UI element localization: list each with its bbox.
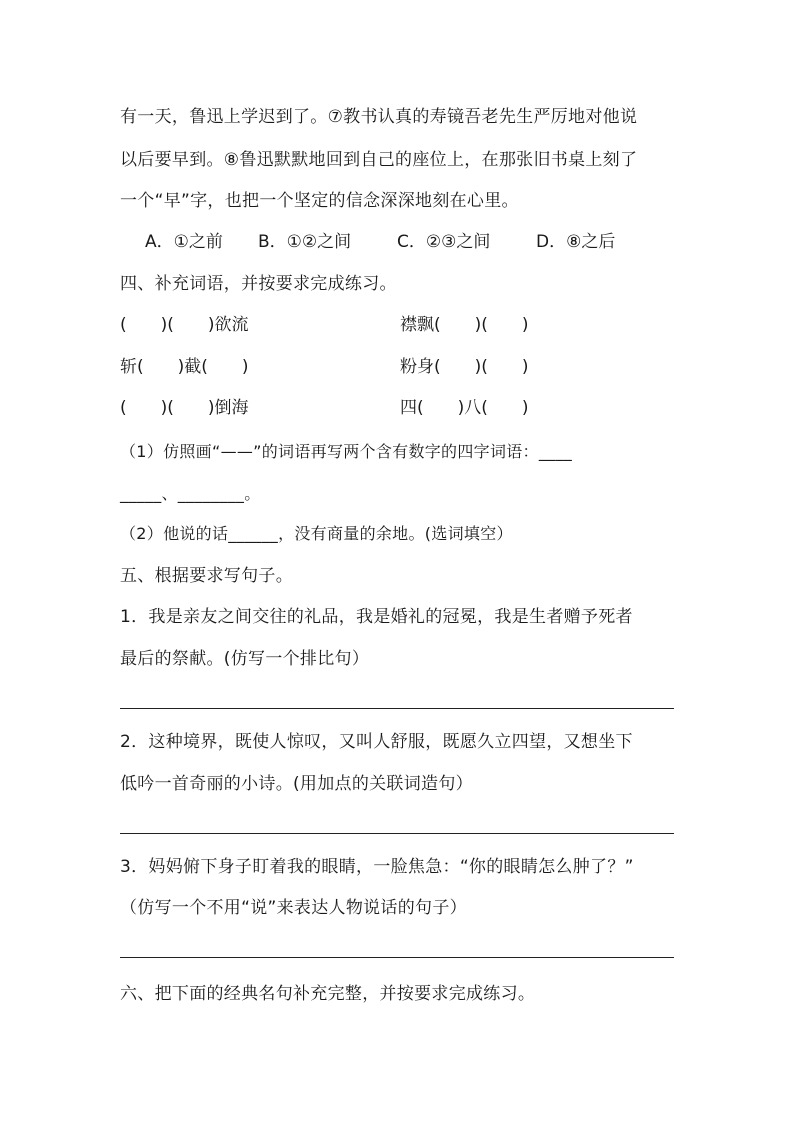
- passage-line-3: 一个“早”字，也把一个坚定的信念深深地刻在心里。: [120, 191, 519, 211]
- option-d: D．⑧之后: [536, 232, 616, 252]
- option-a: A．①之前: [145, 232, 223, 252]
- section-4-question-1-line-2: _____、________。: [120, 484, 261, 503]
- option-b: B．①②之间: [258, 232, 352, 252]
- sentence-3-line-1: 3．妈妈俯下身子盯着我的眼睛，一脸焦急：“你的眼睛怎么肿了？”: [120, 857, 634, 877]
- section-4-title: 四、补充词语，并按要求完成练习。: [120, 274, 397, 294]
- answer-line-3[interactable]: [120, 957, 674, 958]
- section-4-question-1-line-1: （1）仿照画“——”的词语再写两个含有数字的四字词语：____: [120, 442, 573, 461]
- answer-line-2[interactable]: [120, 833, 674, 834]
- section-5-title: 五、根据要求写句子。: [120, 566, 293, 586]
- sentence-1-line-1: 1．我是亲友之间交往的礼品，我是婚礼的冠冕，我是生者赠予死者: [120, 607, 633, 627]
- sentence-3-line-2: （仿写一个不用“说”来表达人物说话的句子）: [120, 898, 467, 918]
- idiom-3-right: 四( )八( ): [400, 398, 529, 418]
- answer-line-1[interactable]: [120, 708, 674, 709]
- sentence-1-line-2: 最后的祭献。(仿写一个排比句）: [120, 649, 370, 669]
- sentence-2-line-2: 低吟一首奇丽的小诗。(用加点的关联词造句）: [120, 774, 473, 794]
- idiom-2-right: 粉身( )( ): [400, 357, 529, 377]
- idiom-1-right: 襟飘( )( ): [400, 315, 529, 335]
- idiom-2-left: 斩( )截( ): [120, 357, 249, 377]
- section-6-title: 六、把下面的经典名句补充完整，并按要求完成练习。: [120, 984, 536, 1004]
- idiom-3-left: ( )( )倒海: [120, 398, 249, 418]
- passage-line-2: 以后要早到。⑧鲁迅默默地回到自己的座位上，在那张旧书桌上刻了: [120, 150, 638, 170]
- sentence-2-line-1: 2．这种境界，既使人惊叹，又叫人舒服，既愿久立四望，又想坐下: [120, 732, 633, 752]
- section-4-question-2: （2）他说的话______，没有商量的余地。(选词填空）: [120, 524, 513, 543]
- option-c: C．②③之间: [397, 232, 491, 252]
- passage-line-1: 有一天，鲁迅上学迟到了。⑦教书认真的寿镜吾老先生严厉地对他说: [120, 107, 638, 127]
- idiom-1-left: ( )( )欲流: [120, 315, 249, 335]
